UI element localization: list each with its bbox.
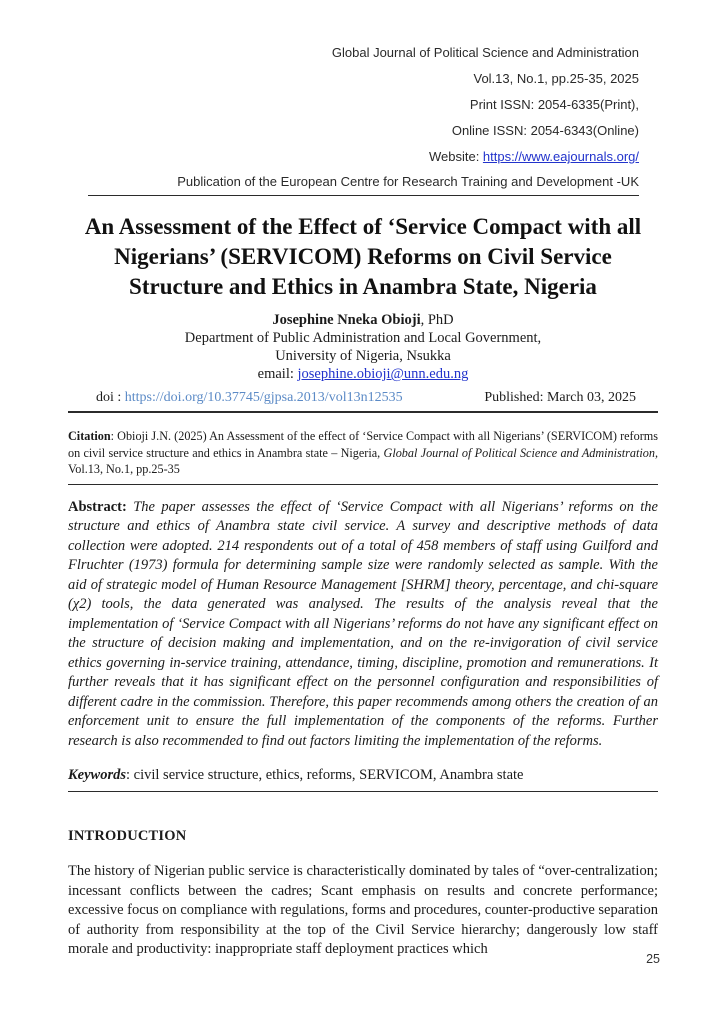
journal-volume-info: Vol.13, No.1, pp.25-35, 2025 bbox=[473, 71, 639, 86]
citation-text: : Obioji J.N. (2025) An Assessment of the effect of ‘Service Compact with all Nigerians’ (SERVICOM) reforms on civil service structure and ethics in Anambra state – Nigeria, bbox=[68, 429, 658, 460]
published-date: Published: March 03, 2025 bbox=[484, 390, 636, 405]
website-line bbox=[68, 144, 639, 170]
paper-title: An Assessment of the Effect of ‘Service Compact with all Nigerians’ (SERVICOM) Reforms on Civil Service Structure and Ethics in Anambra State, Nigeria bbox=[84, 214, 642, 299]
print-issn: Print ISSN: 2054-6335(Print), bbox=[469, 97, 639, 112]
keywords-text: : civil service structure, ethics, reforms, SERVICOM, Anambra state bbox=[126, 767, 524, 783]
abstract-separator: : bbox=[121, 498, 134, 515]
abstract-block bbox=[68, 498, 658, 752]
doi-row bbox=[68, 390, 658, 413]
abstract-text: The paper assesses the effect of ‘Service Compact with all Nigerians’ reforms on the structure and ethics of Anambra state civil service. A survey and descriptive methods of data collection were adopted. 214 respondents out of a total of 458 members of staff using Guilford and Flruchter (1973) formula for determining sample size were randomly selected as sample. With the aid of strategic model of Human Resource Management [SHRM] theory, percentage, and chi-square (χ2) tools, the data generated was analysed. The results of the analysis reveal that the implementation of ‘Service Compact with all Nigerians’ reforms do not have any significant effect on the structure of decision making and implementation, and on the re-invigoration of civil service ethics governing in-service training, attendance, timing, discipline, promotion and remunerations. It further reveals that it has significant effect on the personnel configuration and responsibilities of different cadre in the commission. Therefore, this paper recommends among others the creation of an enforcement unit to ensure the full implementation of the components of the reforms. Further research is also recommended to find out factors limiting the implementation of the reforms. bbox=[68, 498, 658, 749]
author-block bbox=[68, 311, 658, 383]
publication-line bbox=[88, 170, 639, 196]
citation-label: Citation bbox=[68, 429, 111, 443]
citation-block bbox=[68, 428, 658, 485]
website-label: Website: bbox=[428, 149, 483, 164]
author-degree: , PhD bbox=[420, 312, 454, 328]
doi-label: doi : bbox=[96, 390, 125, 405]
keywords-label: Keywords bbox=[68, 767, 126, 783]
introduction-paragraph: The history of Nigerian public service is characteristically dominated by tales of “over-centralization; incessant conflicts between the cadres; Scant emphasis on results and concrete performance; excessive focus on compliance with regulations, forms and procedures, counter-productive separation of authority from responsibility at the top of the Civil Service hierarchy; dangerously low staff morale and productivity: inappropriate staff deployment practices which bbox=[68, 863, 658, 957]
keywords-block bbox=[68, 766, 658, 792]
author-university: University of Nigeria, Nsukka bbox=[275, 348, 451, 364]
doi-line bbox=[96, 390, 403, 406]
author-line bbox=[68, 311, 658, 329]
email-label: email: bbox=[257, 366, 298, 382]
online-issn: Online ISSN: 2054-6343(Online) bbox=[451, 123, 639, 138]
website-link[interactable]: https://www.eajournals.org/ bbox=[482, 149, 639, 164]
doi-link[interactable]: https://doi.org/10.37745/gjpsa.2013/vol13n12535 bbox=[124, 390, 403, 405]
citation-pages: Vol.13, No.1, pp.25-35 bbox=[68, 462, 180, 476]
author-email-line bbox=[68, 365, 658, 383]
page-number: 25 bbox=[646, 952, 660, 966]
author-department: Department of Public Administration and Local Government, bbox=[184, 330, 542, 346]
journal-name: Global Journal of Political Science and Administration bbox=[331, 45, 639, 60]
citation-journal-italic: Global Journal of Political Science and Administration, bbox=[383, 445, 658, 460]
publication-text: Publication of the European Centre for Research Training and Development -UK bbox=[177, 174, 639, 189]
journal-header bbox=[68, 40, 658, 196]
introduction-heading: INTRODUCTION bbox=[68, 828, 187, 844]
abstract-label: Abstract bbox=[68, 498, 122, 515]
author-name: Josephine Nneka Obioji bbox=[272, 312, 421, 328]
email-link[interactable]: josephine.obioji@unn.edu.ng bbox=[297, 366, 469, 382]
